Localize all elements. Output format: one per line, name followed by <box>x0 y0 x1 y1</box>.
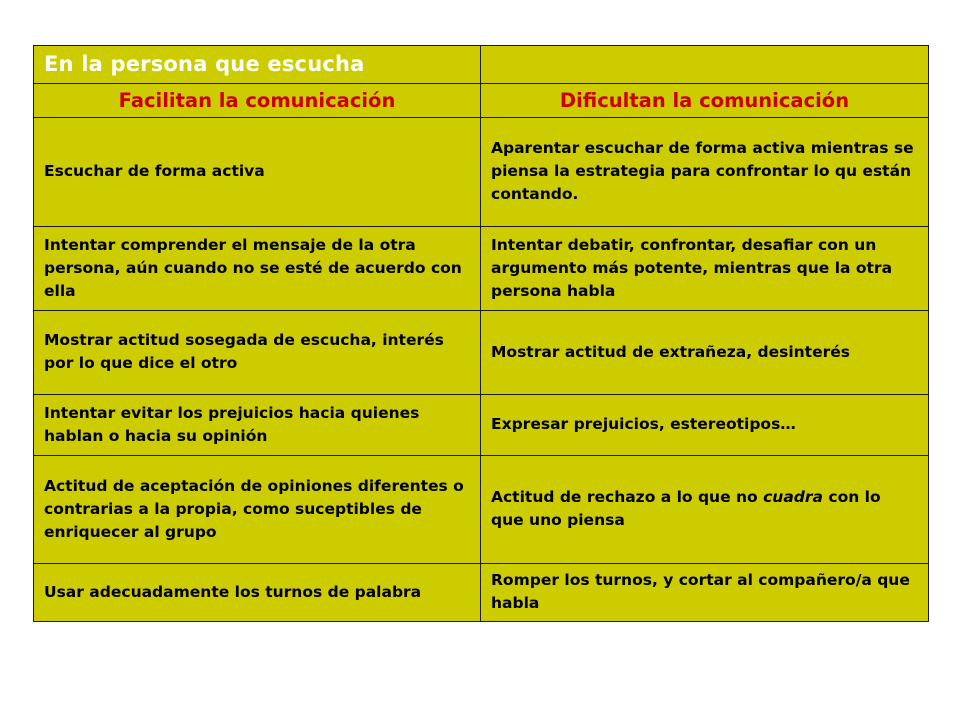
row-6-facilitan: Usar adecuadamente los turnos de palabra <box>34 564 481 622</box>
table-title-empty-cell <box>481 46 929 84</box>
row-5-dificultan-emphasis: cuadra <box>763 488 823 506</box>
table-title-row <box>34 46 929 84</box>
table-row <box>34 564 929 622</box>
row-4-facilitan: Intentar evitar los prejuicios hacia quienes hablan o hacia su opinión <box>34 395 481 456</box>
row-5-dificultan-text-after: con lo que uno piensa <box>491 488 881 529</box>
table-header-row <box>34 84 929 118</box>
header-dificultan: Dificultan la comunicación <box>481 84 929 118</box>
table-row <box>34 456 929 564</box>
row-5-facilitan: Actitud de aceptación de opiniones diferentes o contrarias a la propia, como suceptibles de enriquecer al grupo <box>34 456 481 564</box>
row-1-dificultan: Aparentar escuchar de forma activa mientras se piensa la estrategia para confrontar lo qu están contando. <box>481 118 929 227</box>
row-2-facilitan: Intentar comprender el mensaje de la otra persona, aún cuando no se esté de acuerdo con ella <box>34 227 481 311</box>
row-5-dificultan <box>481 456 929 564</box>
header-facilitan: Facilitan la comunicación <box>34 84 481 118</box>
table-title: En la persona que escucha <box>34 46 481 84</box>
table-row <box>34 227 929 311</box>
row-6-dificultan: Romper los turnos, y cortar al compañero/a que habla <box>481 564 929 622</box>
communication-table <box>33 45 929 622</box>
table-row <box>34 395 929 456</box>
row-3-dificultan: Mostrar actitud de extrañeza, desinterés <box>481 311 929 395</box>
table-row <box>34 118 929 227</box>
row-5-dificultan-text-before: Actitud de rechazo a lo que no <box>491 488 764 506</box>
row-3-facilitan: Mostrar actitud sosegada de escucha, interés por lo que dice el otro <box>34 311 481 395</box>
row-2-dificultan: Intentar debatir, confrontar, desafiar con un argumento más potente, mientras que la otra persona habla <box>481 227 929 311</box>
row-4-dificultan: Expresar prejuicios, estereotipos… <box>481 395 929 456</box>
row-1-facilitan: Escuchar de forma activa <box>34 118 481 227</box>
table-row <box>34 311 929 395</box>
